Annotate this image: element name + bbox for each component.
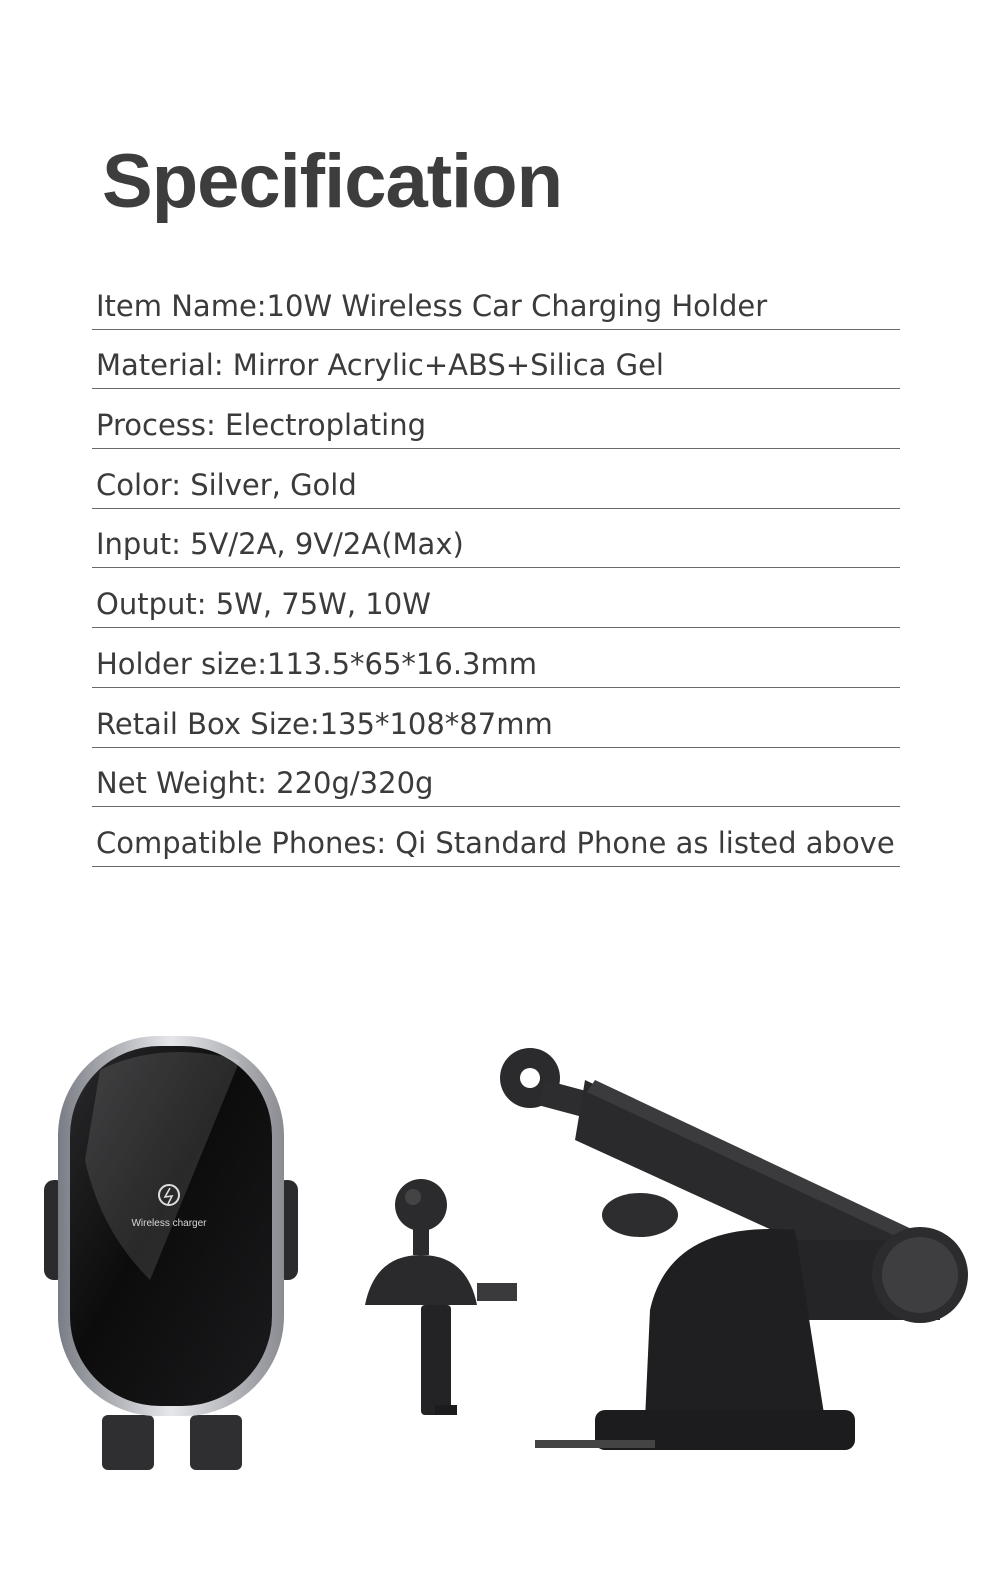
spec-input: Input: 5V/2A, 9V/2A(Max) xyxy=(92,509,900,569)
spec-list xyxy=(92,270,900,867)
spec-item-name: Item Name:10W Wireless Car Charging Holder xyxy=(92,270,900,330)
spec-box-size: Retail Box Size:135*108*87mm xyxy=(92,688,900,748)
spec-process: Process: Electroplating xyxy=(92,389,900,449)
product-images xyxy=(0,1020,1000,1490)
spec-output: Output: 5W, 75W, 10W xyxy=(92,568,900,628)
spec-material: Material: Mirror Acrylic+ABS+Silica Gel xyxy=(92,330,900,390)
charger-label: Wireless charger xyxy=(131,1218,207,1229)
spec-compatible-phones: Compatible Phones: Qi Standard Phone as listed above xyxy=(92,807,900,867)
charger-holder-image xyxy=(40,1030,310,1480)
suction-mount-image xyxy=(495,1040,975,1470)
spec-color: Color: Silver, Gold xyxy=(92,449,900,509)
spec-net-weight: Net Weight: 220g/320g xyxy=(92,748,900,808)
page-title: Specification xyxy=(102,139,562,224)
spec-holder-size: Holder size:113.5*65*16.3mm xyxy=(92,628,900,688)
